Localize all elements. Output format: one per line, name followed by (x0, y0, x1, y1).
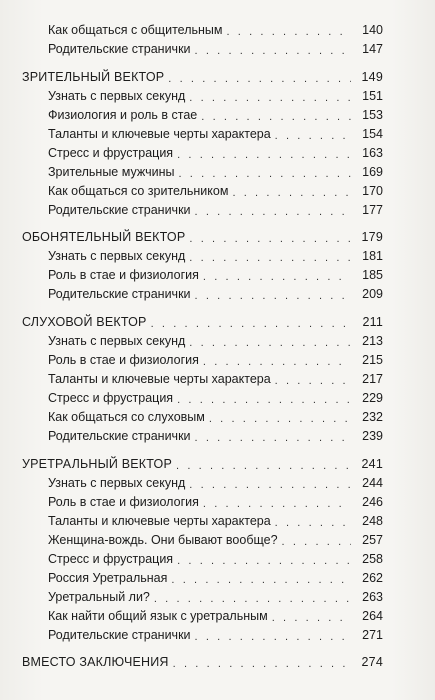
toc-entry (0, 492, 435, 512)
toc-leader-dots (189, 233, 351, 245)
toc-entry (0, 388, 435, 408)
toc-page-number: 170 (362, 184, 383, 198)
toc-section (0, 227, 435, 247)
toc-title: Таланты и ключевые черты характера (48, 372, 271, 386)
toc-entry (0, 284, 435, 304)
toc-page-number: 147 (362, 42, 383, 56)
toc-entry (0, 625, 435, 645)
toc-title: Зрительные мужчины (48, 165, 175, 179)
toc-page-number: 239 (362, 429, 383, 443)
toc-page-number: 232 (362, 410, 383, 424)
toc-page-number: 140 (362, 23, 383, 37)
toc-entry (0, 426, 435, 446)
toc-leader-dots (227, 26, 352, 38)
toc-leader-dots (168, 73, 351, 85)
toc-page-number: 169 (362, 165, 383, 179)
toc-entry (0, 511, 435, 531)
toc-title: Уретральный ли? (48, 590, 150, 604)
toc-title: СЛУХОВОЙ ВЕКТОР (22, 315, 147, 329)
toc-page-number: 248 (362, 514, 383, 528)
toc-entry (0, 606, 435, 626)
toc-leader-dots (189, 337, 351, 349)
toc-title: Таланты и ключевые черты характера (48, 127, 271, 141)
toc-title: Стресс и фрустрация (48, 391, 174, 405)
toc-leader-dots (154, 593, 351, 605)
toc-page-number: 241 (361, 457, 383, 471)
toc-leader-dots (203, 498, 351, 510)
toc-title: Родительские странички (48, 429, 191, 443)
toc-leader-dots (176, 460, 351, 472)
toc-title: Узнать с первых секунд (48, 334, 186, 348)
toc-entry (0, 407, 435, 427)
toc-page-number: 262 (362, 571, 383, 585)
toc-entry (0, 39, 435, 59)
toc-leader-dots (189, 252, 351, 264)
toc-leader-dots (275, 517, 351, 529)
toc-page-number: 264 (362, 609, 383, 623)
toc-title: Как общаться со слуховым (48, 410, 205, 424)
toc-page-number: 229 (362, 391, 383, 405)
toc-leader-dots (195, 206, 351, 218)
toc-leader-dots (195, 290, 351, 302)
toc-section (0, 652, 435, 672)
toc-entry (0, 369, 435, 389)
toc-page-number: 209 (362, 287, 383, 301)
toc-leader-dots (195, 432, 351, 444)
toc-entry (0, 162, 435, 182)
toc-page-number: 179 (361, 230, 383, 244)
toc-page-number: 153 (362, 108, 383, 122)
toc-page-number: 154 (362, 127, 383, 141)
toc-page-number: 149 (361, 70, 383, 84)
toc-leader-dots (195, 631, 351, 643)
toc-leader-dots (171, 574, 351, 586)
toc-entry (0, 86, 435, 106)
toc-entry (0, 473, 435, 493)
toc-page-number: 217 (362, 372, 383, 386)
toc-entry (0, 530, 435, 550)
toc-leader-dots (177, 394, 351, 406)
toc-title: Россия Уретральная (48, 571, 168, 585)
toc-leader-dots (177, 555, 351, 567)
toc-title: Как найти общий язык с уретральным (48, 609, 268, 623)
toc-leader-dots (272, 612, 351, 624)
toc-title: ОБОНЯТЕЛЬНЫЙ ВЕКТОР (22, 230, 186, 244)
toc-page-number: 163 (362, 146, 383, 160)
toc-title: Таланты и ключевые черты характера (48, 514, 271, 528)
toc-title: Как общаться со зрительником (48, 184, 229, 198)
toc-page-number: 211 (362, 315, 383, 329)
toc-leader-dots (275, 375, 351, 387)
toc-title: Как общаться с общительным (48, 23, 223, 37)
toc-leader-dots (189, 92, 351, 104)
toc-entry (0, 568, 435, 588)
toc-title: Узнать с первых секунд (48, 249, 186, 263)
toc-leader-dots (173, 658, 351, 670)
toc-title: Роль в стае и физиология (48, 268, 199, 282)
toc-title: ЗРИТЕЛЬНЫЙ ВЕКТОР (22, 70, 165, 84)
toc-leader-dots (189, 479, 351, 491)
toc-page-number: 257 (362, 533, 383, 547)
toc-page-number: 151 (362, 89, 383, 103)
toc-section (0, 454, 435, 474)
toc-leader-dots (177, 149, 351, 161)
toc-title: Роль в стае и физиология (48, 495, 199, 509)
toc-leader-dots (275, 130, 351, 142)
toc-entry (0, 20, 435, 40)
toc-title: ВМЕСТО ЗАКЛЮЧЕНИЯ (22, 655, 169, 669)
toc-entry (0, 587, 435, 607)
toc-entry (0, 200, 435, 220)
toc-entry (0, 265, 435, 285)
toc-leader-dots (201, 111, 351, 123)
toc-entry (0, 246, 435, 266)
toc-page-number: 181 (362, 249, 383, 263)
toc-page-number: 271 (362, 628, 383, 642)
toc-entry (0, 124, 435, 144)
toc-entry (0, 331, 435, 351)
toc-title: Узнать с первых секунд (48, 476, 186, 490)
toc-section (0, 312, 435, 332)
toc-leader-dots (232, 187, 351, 199)
toc-title: Узнать с первых секунд (48, 89, 186, 103)
toc-title: Родительские странички (48, 42, 191, 56)
toc-title: Стресс и фрустрация (48, 146, 174, 160)
toc-leader-dots (151, 318, 351, 330)
toc-page-number: 215 (362, 353, 383, 367)
toc-entry (0, 350, 435, 370)
toc-page-number: 263 (362, 590, 383, 604)
toc-title: Родительские странички (48, 203, 191, 217)
toc-page-number: 177 (362, 203, 383, 217)
toc-leader-dots (203, 356, 351, 368)
toc-title: Роль в стае и физиология (48, 353, 199, 367)
toc-title: Женщина-вождь. Они бывают вообще? (48, 533, 278, 547)
toc-page-number: 274 (361, 655, 383, 669)
toc-entry (0, 143, 435, 163)
toc-leader-dots (282, 536, 351, 548)
toc-title: УРЕТРАЛЬНЫЙ ВЕКТОР (22, 457, 173, 471)
toc-title: Стресс и фрустрация (48, 552, 174, 566)
toc-page-number: 213 (362, 334, 383, 348)
toc-entry (0, 181, 435, 201)
toc-section (0, 67, 435, 87)
toc-leader-dots (209, 413, 351, 425)
toc-entry (0, 105, 435, 125)
toc-leader-dots (203, 271, 351, 283)
toc-leader-dots (178, 168, 351, 180)
toc-page-number: 258 (362, 552, 383, 566)
toc-page-number: 244 (362, 476, 383, 490)
toc-leader-dots (195, 45, 351, 57)
toc-title: Физиология и роль в стае (48, 108, 198, 122)
toc-entry (0, 549, 435, 569)
toc-page-number: 185 (362, 268, 383, 282)
toc-title: Родительские странички (48, 287, 191, 301)
toc-page-number: 246 (362, 495, 383, 509)
toc-title: Родительские странички (48, 628, 191, 642)
